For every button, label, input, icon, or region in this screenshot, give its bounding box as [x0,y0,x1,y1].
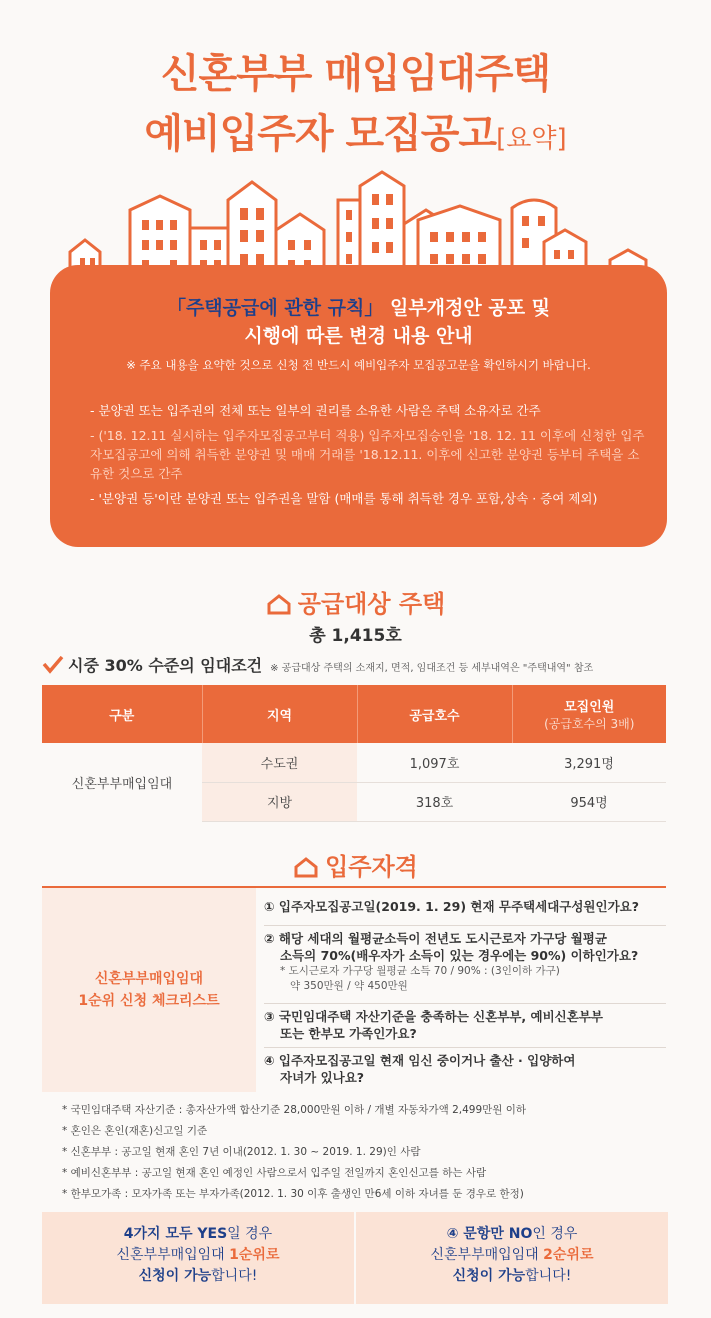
result-line2 [42,1245,354,1266]
footnote: * 신혼부부 : 공고일 현재 혼인 7년 이내(2012. 1. 30 ~ 2019. 1. 29)인 사람 [62,1146,421,1158]
result-line3 [42,1266,354,1287]
checklist-question-2 [264,930,666,1004]
footnote: * 국민임대주택 자산기준 : 총자산가액 합산기준 28,000만원 이하 / 개별 자동차가액 2,499만원 이하 [62,1104,527,1116]
result-condition-suffix: 일 경우 [227,1226,273,1242]
houses-illustration [60,170,660,280]
total-units: 총 1,415호 [309,626,402,646]
notice-heading-line2: 시행에 따른 변경 내용 안내 [244,325,473,347]
result-condition: ④ 문항만 NO [446,1226,533,1242]
eligibility-footnotes [62,1100,526,1205]
question-3-line1: ③ 국민임대주택 자산기준을 충족하는 신혼부부, 예비신혼부부 [264,1009,603,1024]
question-2-line1: ② 해당 세대의 월평균소득이 전년도 도시근로자 가구당 월평균 [264,931,607,946]
checklist-label-line1: 신혼부부매입임대 [94,971,204,987]
applicants-cell: 954명 [512,782,666,821]
supply-section-heading [0,584,711,619]
header-applicants [512,685,666,743]
result-condition-suffix: 인 경우 [532,1226,578,1242]
rule-change-notice-box [50,265,667,547]
notice-item: - '분양권 등'이란 분양권 또는 입주권을 말함 (매매를 통해 취득한 경우 포함,상속 · 증여 제외) [90,491,598,506]
page-title-summary: [요약] [496,124,567,154]
rent-condition-line [42,653,593,676]
question-2-footnote-1: * 도시근로자 가구당 월평균 소득 70 / 90% : (3인이하 가구) [280,965,560,977]
result-line3 [356,1266,668,1287]
page-title-main: 예비입주자 모집공고 [144,111,497,157]
region-cell: 수도권 [202,743,357,782]
units-cell: 1,097호 [357,743,512,782]
question-4-line2: 자녀가 있나요? [280,1070,365,1085]
units-cell: 318호 [357,782,512,821]
house-icon [266,593,292,615]
result-possible: 신청이 가능 [138,1268,212,1284]
result-condition: 4가지 모두 YES [123,1226,228,1242]
footnote: * 한부모가족 : 모자가족 또는 부자가족(2012. 1. 30 이후 출생인 만6세 이하 자녀를 둔 경우로 한정) [62,1188,524,1200]
result-priority: 2순위로 [543,1247,594,1263]
result-line1 [42,1224,354,1245]
notice-item: - 분양권 또는 입주권의 전체 또는 일부의 권리를 소유한 사람은 주택 소유자로 간주 [90,403,541,418]
result-line2 [356,1245,668,1266]
rent-condition-note: ※ 공급대상 주택의 소재지, 면적, 임대조건 등 세부내역은 "주택내역" 참조 [270,663,594,674]
applicants-cell: 3,291명 [512,743,666,782]
question-3-line2: 또는 한부모 가족인가요? [280,1026,417,1041]
checkmark-icon [42,655,64,675]
notice-list [90,401,650,514]
question-2-line2: 소득의 70%(배우자가 소득이 있는 경우에는 90%) 이하인가요? [280,948,639,963]
result-priority: 1순위로 [229,1247,280,1263]
first-priority-checklist [42,886,666,1090]
page-title-line1: 신혼부부 매입임대주택 [160,51,551,97]
supply-heading-text: 공급대상 주택 [297,590,446,618]
table-header-row [42,685,666,743]
rule-name: 「주택공급에 관한 규칙」 [166,297,384,319]
header-applicants-title: 모집인원 [564,700,615,715]
footnote: * 혼인은 혼인(재혼)신고일 기준 [62,1125,208,1137]
checklist-question-4 [264,1052,666,1092]
house-icon [293,856,319,878]
category-cell: 신혼부부매입임대 [71,776,173,792]
header-category: 구분 [42,685,202,743]
question-2-footnote-2: 약 350만원 / 약 450만원 [290,980,408,992]
notice-heading-rest: 일부개정안 공포 및 [383,297,551,319]
result-category: 신혼부부매입임대 [430,1247,544,1263]
header-applicants-sub: (공급호수의 3배) [544,717,635,731]
header-region: 지역 [202,685,357,743]
result-ending: 합니다! [525,1268,572,1284]
result-line1 [356,1224,668,1245]
checklist-question-1: ① 입주자모집공고일(2019. 1. 29) 현재 무주택세대구성원인가요? [264,898,666,926]
eligibility-heading-text: 입주자격 [325,853,418,881]
header-units: 공급호수 [357,685,512,743]
checklist-question-3 [264,1008,666,1048]
notice-heading-line1 [50,293,667,320]
eligibility-section-heading [0,847,711,882]
region-cell: 지방 [202,782,357,821]
result-ending: 합니다! [211,1268,258,1284]
second-priority-result [356,1212,668,1304]
table-row [42,743,666,782]
first-priority-result [42,1212,354,1304]
supply-table [42,685,666,822]
question-4-line1: ④ 입주자모집공고일 현재 임신 중이거나 출산 · 입양하여 [264,1053,576,1068]
checklist-label [42,888,256,1092]
result-possible: 신청이 가능 [452,1268,526,1284]
page-title-line2 [0,102,711,159]
rent-condition-title: 시중 30% 수준의 임대조건 [68,656,263,675]
result-category: 신혼부부매입임대 [116,1247,230,1263]
notice-item: - ('18. 12.11 실시하는 입주자모집공고부터 적용) 입주자모집승인을 '18. 12. 11 이후에 신청한 입주자모집공고에 의해 취득한 분양권 및 매매 거래를 '18.12.11. 이후에 신고한 분양권 등부터 주택을 소유한 것으로 간주 [90,428,645,481]
footnote: * 예비신혼부부 : 공고일 현재 혼인 예정인 사람으로서 입주일 전일까지 혼인신고를 하는 사람 [62,1167,487,1179]
notice-caution: ※ 주요 내용을 요약한 것으로 신청 전 반드시 예비입주자 모집공고문을 확인하시기 바랍니다. [126,358,591,372]
checklist-label-line2: 1순위 신청 체크리스트 [78,993,220,1009]
